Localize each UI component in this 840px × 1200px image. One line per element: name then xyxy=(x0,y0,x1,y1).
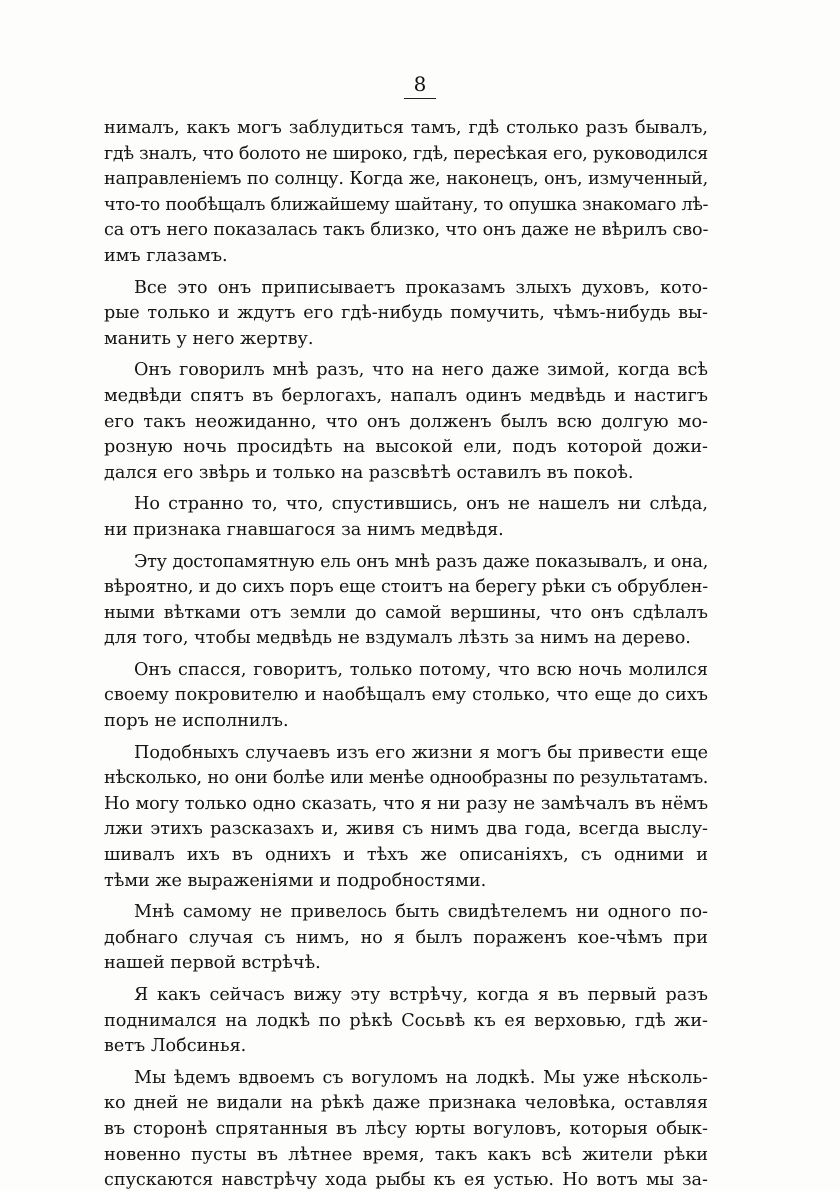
text-line: дался его звѣрь и только на разсвѣтѣ оставилъ въ покоѣ. xyxy=(104,462,634,483)
text-line: розную ночь просидѣть на высокой ели, подъ которой дожи- xyxy=(104,437,708,458)
page-number xyxy=(0,72,840,99)
text-line: Все это онъ приписываетъ проказамъ злыхъ духовъ, кото- xyxy=(134,277,708,298)
text-line: поднимался на лодкѣ по рѣкѣ Сосьвѣ къ ея верховью, гдѣ жи- xyxy=(104,1010,708,1031)
text-line: манить у него жертву. xyxy=(104,328,314,349)
paragraph xyxy=(104,741,708,895)
paragraph xyxy=(104,550,708,652)
paragraph xyxy=(104,1066,708,1194)
text-line: своему покровителю и наобѣщалъ ему столько, что еще до сихъ xyxy=(104,685,708,706)
paragraph xyxy=(104,658,708,735)
text-line: ни признака гнавшагося за нимъ медвѣдя. xyxy=(104,519,504,540)
text-line: лжи этихъ разсказахъ и, живя съ нимъ два года, всегда выслу- xyxy=(104,819,708,840)
body-text xyxy=(104,116,708,1200)
text-line: въ сторонѣ спрятанныя въ лѣсу юрты вогуловъ, которыя обык- xyxy=(104,1118,708,1139)
text-line: Но могу только одно сказать, что я ни разу не замѣчалъ въ нёмъ xyxy=(104,793,708,814)
paragraph xyxy=(104,492,708,543)
text-line: Мнѣ самому не привелось быть свидѣтелемъ ни одного по- xyxy=(134,902,708,923)
text-line: шивалъ ихъ въ однихъ и тѣхъ же описаніяхъ, съ одними и xyxy=(104,845,708,866)
text-line: ко дней не видали на рѣкѣ даже признака человѣка, оставляя xyxy=(104,1093,708,1114)
text-line: Я какъ сейчасъ вижу эту встрѣчу, когда я въ первый разъ xyxy=(134,985,708,1005)
text-line: Эту достопамятную ель онъ мнѣ разъ даже показывалъ, и она, xyxy=(134,551,708,572)
paragraph xyxy=(104,276,708,353)
text-line: Подобныхъ случаевъ изъ его жизни я могъ бы привести еще xyxy=(134,742,708,763)
text-line: нашей первой встрѣчѣ. xyxy=(104,953,321,974)
text-line: са отъ него показалась такъ близко, что онъ даже не вѣрилъ сво- xyxy=(104,220,709,241)
text-line: ными вѣтками отъ земли до самой вершины, что онъ сдѣлалъ xyxy=(104,602,708,623)
text-line: ветъ Лобсинья. xyxy=(104,1036,247,1057)
text-line: спускаются навстрѣчу хода рыбы къ ея устью. Но вотъ мы за- xyxy=(104,1170,708,1191)
page-number-text: 8 xyxy=(404,72,437,99)
text-line: направленіемъ по солнцу. Когда же, наконецъ, онъ, измученный, xyxy=(104,169,708,190)
text-line: Мы ѣдемъ вдвоемъ съ вогуломъ на лодкѣ. Мы уже нѣсколь- xyxy=(134,1067,708,1088)
paragraph xyxy=(104,983,708,1060)
text-line: поръ не исполнилъ. xyxy=(104,711,289,732)
text-line: Но странно то, что, спустившись, онъ не нашелъ ни слѣда, xyxy=(134,494,708,515)
text-line: гдѣ зналъ, что болото не широко, гдѣ, пересѣкая его, руководился xyxy=(104,143,708,164)
text-line: новенно пусты въ лѣтнее время, такъ какъ всѣ жители рѣки xyxy=(104,1144,708,1165)
text-line: рые только и ждутъ его гдѣ-нибудь помучить, чѣмъ-нибудь вы- xyxy=(104,303,708,324)
paragraph xyxy=(104,900,708,977)
text-line: Онъ спасся, говоритъ, только потому, что всю ночь молился xyxy=(134,659,708,680)
text-line: для того, чтобы медвѣдь не вздумалъ лѣзть за нимъ на дерево. xyxy=(104,628,691,649)
text-line: вѣроятно, и до сихъ поръ еще стоитъ на берегу рѣки съ обрублен- xyxy=(104,577,708,598)
paragraph xyxy=(104,358,708,486)
text-line: Онъ говорилъ мнѣ разъ, что на него даже зимой, когда всѣ xyxy=(134,360,708,381)
text-line: медвѣди спятъ въ берлогахъ, напалъ одинъ медвѣдь и настигъ xyxy=(104,385,708,406)
text-line: его такъ неожиданно, что онъ долженъ былъ всю долгую мо- xyxy=(104,411,708,432)
text-line: имъ глазамъ. xyxy=(104,245,228,266)
text-line: нѣсколько, но они болѣе или менѣе однообразны по результатамъ. xyxy=(104,768,708,789)
paragraph xyxy=(104,116,708,270)
text-line: нималъ, какъ могъ заблудиться тамъ, гдѣ столько разъ бывалъ, xyxy=(104,118,708,138)
text-line: добнаго случая съ нимъ, но я былъ пораженъ кое-чѣмъ при xyxy=(104,927,708,948)
text-line: тѣми же выраженіями и подробностями. xyxy=(104,870,487,891)
text-line: что-то пообѣщалъ ближайшему шайтану, то опушка знакомаго лѣ- xyxy=(104,194,708,215)
